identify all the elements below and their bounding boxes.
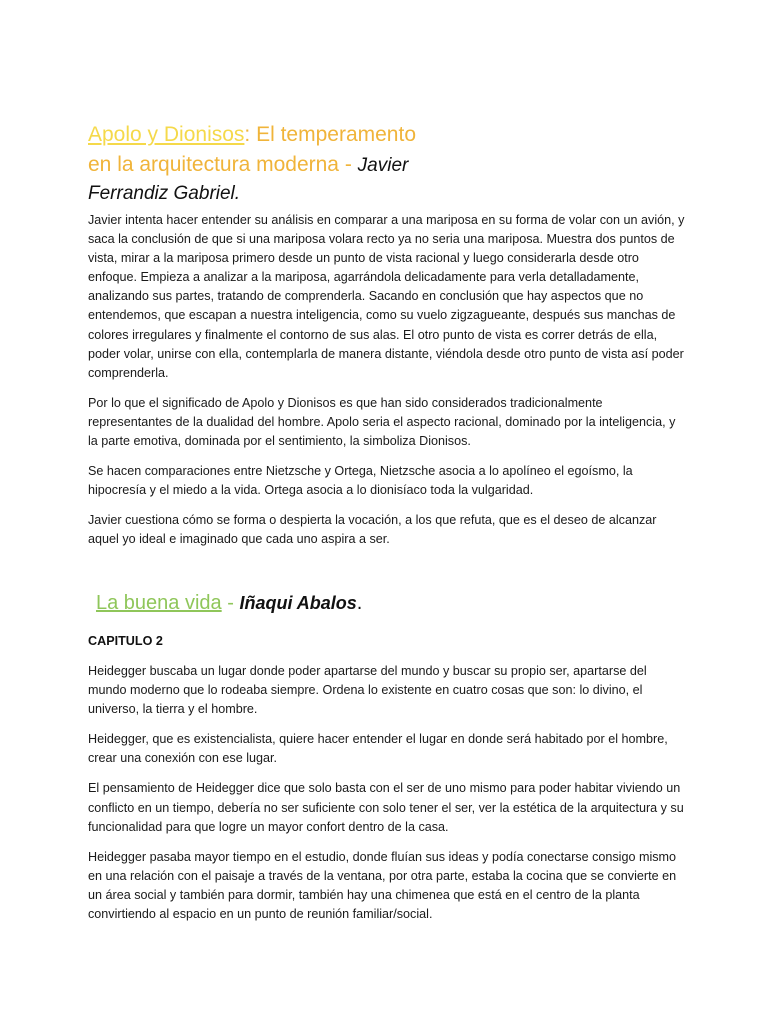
paragraph: Heidegger pasaba mayor tiempo en el estudio, donde fluían sus ideas y podía conectarse consigo mismo en una relación con el paisaje a través de la ventana, por otra parte, estaba la cocina que se convierte en un área social y también para dormir, también hay una chimenea que está en el centro de la planta convirtiendo al espacio en un punto de reunión familiar/social. (88, 849, 677, 922)
paragraph: Se hacen comparaciones entre Nietzsche y Ortega, Nietzsche asocia a lo apolíneo el egoísmo, la hipocresía y el miedo a la vida. Ortega asocia a lo dionisíaco toda la vulgaridad. (88, 464, 633, 498)
paragraph: Heidegger buscaba un lugar donde poder apartarse del mundo y buscar su propio ser, apartarse del mundo moderno que lo rodeaba siempre. Ordena lo existente en cuatro cosas que son: lo divino, el universo, la tierra y el hombre. (88, 664, 647, 717)
title-separator: - (221, 592, 240, 614)
paragraph: Heidegger, que es existencialista, quiere hacer entender el lugar en donde será habitado por el hombre, crear una conexión con ese lugar. (88, 732, 668, 766)
article-title-line-2 (88, 150, 688, 181)
paragraph: El pensamiento de Heidegger dice que solo basta con el ser de uno mismo para poder habitar viviendo un conflicto en un tiempo, debería no ser suficiente con solo tener el ser, ver la estética de la arquitectura y su funcionalidad para que logre un mayor confort dentro de la casa. (88, 781, 684, 834)
title-link-apolo-dionisos[interactable]: Apolo y Dionisos (88, 123, 245, 146)
title-rest-line-1: : El temperamento (244, 123, 417, 146)
paragraph: Por lo que el significado de Apolo y Dionisos es que han sido considerados tradicionalmente representantes de la dualidad del hombre. Apolo seria el aspecto racional, dominado por la inteligencia, y la parte emotiva, dominada por el sentimiento, la simboliza Dionisos. (88, 395, 676, 449)
author-last-name: Ferrandiz Gabriel. (88, 183, 241, 204)
article-title-line-1 (88, 120, 688, 150)
article-apolo-dionisos (88, 120, 688, 561)
chapter-heading: CAPITULO 2 (88, 634, 163, 648)
article-title-buena-vida (96, 588, 688, 618)
author-first-name: Javier (357, 155, 409, 176)
title-line-2: en la arquitectura moderna - (88, 153, 358, 176)
title-link-buena-vida[interactable]: La buena vida (96, 592, 222, 614)
paragraph: Javier cuestiona cómo se forma o despierta la vocación, a los que refuta, que es el deseo de alcanzar aquel yo ideal e imaginado que cada uno aspira a ser. (88, 513, 657, 547)
article-la-buena-vida (88, 588, 688, 935)
author-period: . (356, 592, 363, 614)
paragraph: Javier intenta hacer entender su análisis en comparar a una mariposa en su forma de volar con un avión, y saca la conclusión de que si una mariposa volara recto ya no seria una mariposa. Muestra dos puntos de vista, mirar a la mariposa primero desde un punto de vista racional y luego considerarla desde otro enfoque. Empieza a analizar a la mariposa, agarrándola delicadamente para verla detalladamente, analizando sus partes, tratando de comprenderla. Sacando en conclusión que hay aspectos que no entendemos, que escapan a nuestra inteligencia, como su vuelo zigzagueante, después sus manchas de colores irregulares y finalmente el contorno de sus alas. El otro punto de vista es correr detrás de ella, poder volar, unirse con ella, contemplarla de manera distante, viéndola desde otro punto de vista así poder comprenderla. (88, 213, 685, 380)
author-name: Iñaqui Abalos (239, 593, 357, 613)
